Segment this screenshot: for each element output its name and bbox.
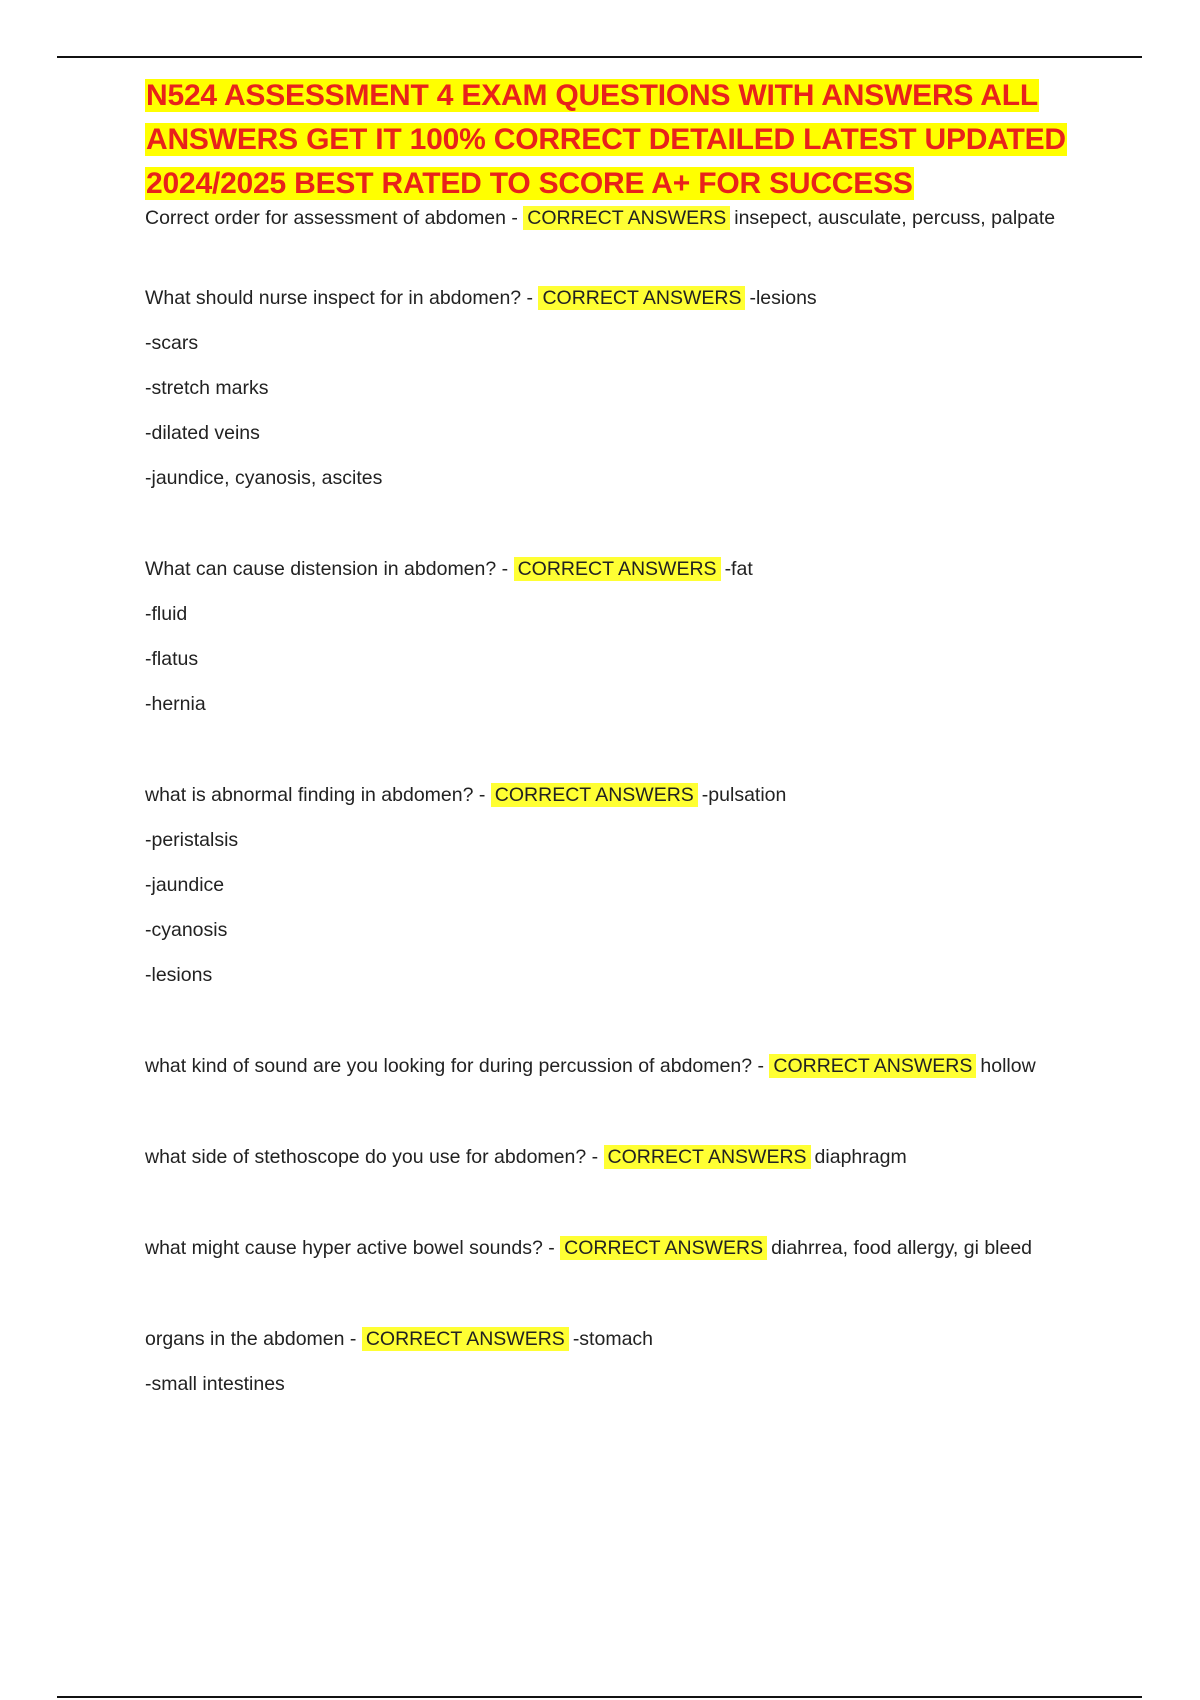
question-text: what might cause hyper active bowel sounds? - bbox=[145, 1237, 561, 1259]
answer-text: insepect, ausculate, percuss, palpate bbox=[734, 207, 1056, 229]
question-line bbox=[145, 547, 1085, 592]
qa-list bbox=[145, 206, 1085, 1407]
question-text: organs in the abdomen - bbox=[145, 1328, 362, 1350]
answer-line: -peristalsis bbox=[145, 829, 239, 851]
answer-line: -flatus bbox=[145, 648, 199, 670]
item-gap bbox=[145, 501, 1085, 547]
question-line bbox=[145, 1135, 1085, 1180]
top-rule bbox=[57, 56, 1142, 58]
answer-line: -dilated veins bbox=[145, 422, 260, 444]
answer-line: -fluid bbox=[145, 603, 188, 625]
answer-text: hollow bbox=[980, 1055, 1036, 1077]
item-gap bbox=[145, 1089, 1085, 1135]
question-text: what kind of sound are you looking for during percussion of abdomen? - bbox=[145, 1055, 770, 1077]
qa-item bbox=[145, 276, 1085, 501]
question-line bbox=[145, 1044, 1085, 1089]
correct-answers-badge: CORRECT ANSWERS bbox=[362, 1327, 569, 1351]
answer-text: -pulsation bbox=[701, 784, 787, 806]
correct-answers-badge: CORRECT ANSWERS bbox=[523, 206, 730, 230]
qa-item bbox=[145, 1317, 1085, 1407]
answer-line: -stretch marks bbox=[145, 377, 269, 399]
answer-line: -small intestines bbox=[145, 1373, 285, 1395]
correct-answers-badge: CORRECT ANSWERS bbox=[514, 557, 721, 581]
item-gap bbox=[145, 998, 1085, 1044]
answer-line: -scars bbox=[145, 332, 199, 354]
question-line bbox=[145, 773, 1085, 818]
item-gap bbox=[145, 1271, 1085, 1317]
answer-text: -fat bbox=[724, 558, 753, 580]
item-gap bbox=[145, 727, 1085, 773]
correct-answers-badge: CORRECT ANSWERS bbox=[604, 1145, 811, 1169]
document-title bbox=[145, 74, 1085, 206]
question-text: What can cause distension in abdomen? - bbox=[145, 558, 514, 580]
qa-item bbox=[145, 547, 1085, 727]
correct-answers-badge: CORRECT ANSWERS bbox=[491, 783, 698, 807]
item-gap bbox=[145, 230, 1085, 276]
document-body bbox=[145, 74, 1085, 1407]
qa-item bbox=[145, 773, 1085, 998]
question-text: what is abnormal finding in abdomen? - bbox=[145, 784, 491, 806]
answer-line: -cyanosis bbox=[145, 919, 228, 941]
answer-line: -jaundice bbox=[145, 874, 225, 896]
item-gap bbox=[145, 1180, 1085, 1226]
answer-text: -stomach bbox=[572, 1328, 654, 1350]
title-highlight: N524 ASSESSMENT 4 EXAM QUESTIONS WITH ANSWERS ALL ANSWERS GET IT 100% CORRECT DETAILED LATEST UPDATED 2024/2025 BEST RATED TO SCORE A+ FOR SUCCESS bbox=[146, 79, 1066, 200]
question-text: what side of stethoscope do you use for abdomen? - bbox=[145, 1146, 604, 1168]
question-line bbox=[145, 206, 1085, 230]
answer-line: -lesions bbox=[145, 964, 213, 986]
qa-item bbox=[145, 206, 1085, 230]
qa-item bbox=[145, 1135, 1085, 1180]
answer-text: diahrrea, food allergy, gi bleed bbox=[771, 1237, 1033, 1259]
question-text: Correct order for assessment of abdomen - bbox=[145, 207, 524, 229]
answer-line: -hernia bbox=[145, 693, 206, 715]
correct-answers-badge: CORRECT ANSWERS bbox=[769, 1054, 976, 1078]
correct-answers-badge: CORRECT ANSWERS bbox=[560, 1236, 767, 1260]
answer-text: -lesions bbox=[749, 287, 817, 309]
qa-item bbox=[145, 1226, 1085, 1271]
question-line bbox=[145, 1226, 1085, 1271]
correct-answers-badge: CORRECT ANSWERS bbox=[538, 286, 745, 310]
question-line bbox=[145, 276, 1085, 321]
bottom-rule bbox=[57, 1696, 1142, 1698]
qa-item bbox=[145, 1044, 1085, 1089]
answer-line: -jaundice, cyanosis, ascites bbox=[145, 467, 383, 489]
answer-text: diaphragm bbox=[814, 1146, 907, 1168]
question-line bbox=[145, 1317, 1085, 1362]
question-text: What should nurse inspect for in abdomen? - bbox=[145, 287, 539, 309]
